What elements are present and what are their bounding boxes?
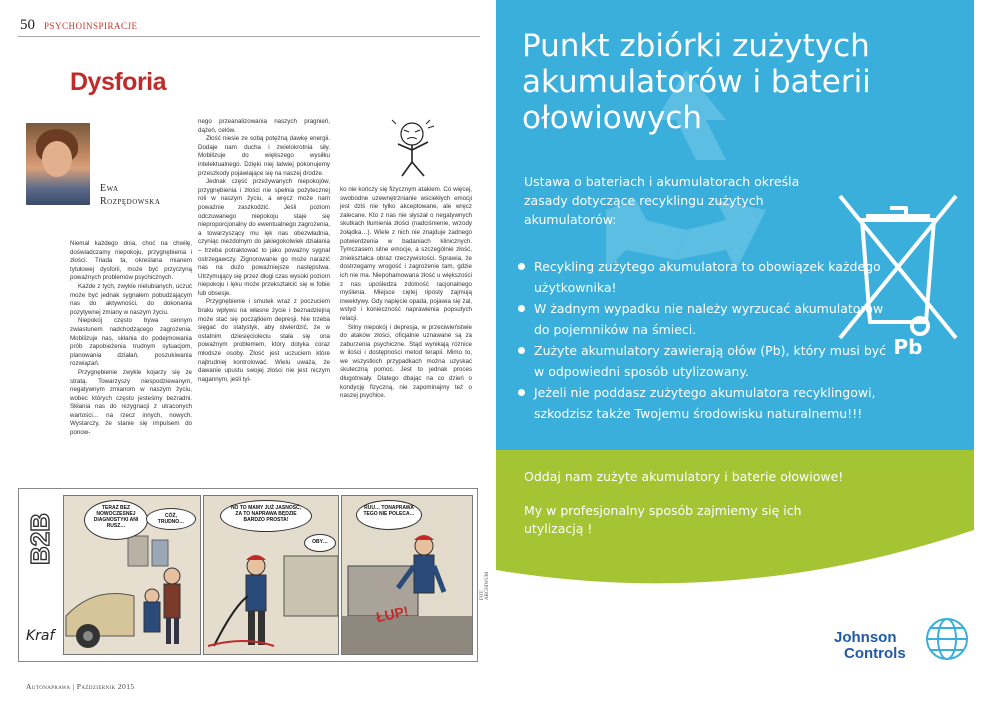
b2b-logo [25, 499, 59, 579]
speech-bubble: NO TO MAMY JUŻ JASNOŚĆ, ZA TO NAPRAWA BĘDZIE BARDZO PROSTA! [220, 500, 312, 532]
brand-name: Johnson Controls [834, 629, 906, 662]
paragraph: Niepokój często bywa cennym zwiastunem nadchodzącego zagrożenia. Mobilizuje nas, skłania do podejmowania prób zapobieżenia trudnym sytuacjom, planowania działań, poszukiwania rozwiązań. [70, 317, 192, 368]
speech-bubble: TERAZ BEZ NOWOCZESNEJ DIAGNOSTYKI ANI RUSZ… [84, 500, 148, 540]
comic-panel-2 [203, 495, 339, 655]
comic-panel-1 [63, 495, 201, 655]
paragraph: Przygnębienie zwykle kojarzy się ze stratą. Towarzyszy niespodziewanym, negatywnym zmianom w naszym życiu, wobec których często jesteśmy bezradni. Skłania nas do rezygnacji z utraconych wartości… na rzecz innych, nowych. Wystarczy, że stanie się impulsem do ponow- [70, 368, 192, 437]
comic-signature: Kraf [26, 628, 55, 644]
comic-panel-3 [341, 495, 473, 655]
paragraph: nego przeanalizowania naszych pragnień, dążeń, celów. [198, 118, 330, 134]
page-footer: Autonaprawa | Październik 2015 [26, 682, 135, 691]
right-page [496, 0, 992, 701]
comic-strip [18, 488, 478, 662]
text-column-1 [70, 240, 192, 438]
list-item: Jeżeli nie poddasz zużytego akumulatora recyklingowi, szkodzisz także Twojemu środowisku naturalnemu!!! [514, 382, 894, 424]
sound-effect: ŁUP! [374, 602, 410, 626]
author-first-name: Ewa [100, 183, 119, 194]
list-item: W żadnym wypadku nie należy wyrzucać akumulatorów do pojemników na śmieci. [514, 298, 894, 340]
paragraph: Złość niesie ze sobą potężną dawkę energii. Dodaje nam ducha i zwielokrotnia siły. Mobilizuje do większego wysiłku intelektualnego. Dzięki niej łatwiej pokonujemy przeszkody pojawiające się na naszej drodze. [198, 135, 330, 177]
paragraph: Silny niepokój i depresja, w przeciwieństwie do ataków złości, oficjalnie uznawane są za zaburzenia psychiczne. Stąd wynikają różnice w ilości i dostępności metod terapii. Mimo to, we wszystkich przypadkach można uzyskać skuteczną pomoc. Jest to jednak proces długotrwały. Dlatego dbając na co dzień o kondycję fizyczną, nie zapominajmy też o naszej psychice. [340, 323, 472, 400]
paragraph: Niemal każdego dnia, choć na chwilę, doświadczamy niepokoju, przygnębienia i złości. Triada ta, określana mianem tytułowej dysforii, może być przyczyną poważnych problemów psychicznych. [70, 240, 192, 282]
speech-bubble: OBY… [304, 534, 336, 552]
speech-bubble: RUU… TONAPRAWA TEGO NIE POLECA… [356, 500, 422, 530]
section-label: PSYCHOINSPIRACJE [44, 21, 138, 31]
headline: Punkt zbiórki zużytych akumulatorów i baterii ołowiowych [522, 28, 871, 136]
speech-bubble: CÓŻ, TRUDNO… [146, 508, 196, 530]
green-message-1: Oddaj nam zużyte akumulatory i baterie ołowiowe! [524, 469, 844, 484]
author-last-name: Rozpędowska [100, 196, 161, 207]
intro-text: Ustawa o bateriach i akumulatorach określa zasady dotyczące recyklingu zużytych akumulatorów: [524, 174, 800, 227]
green-message-2: My w profesjonalny sposób zajmiemy się ich utylizacją ! [524, 503, 802, 536]
text-column-2 [198, 118, 330, 384]
paragraph: Jednak część przeżywanych niepokojów, przygnębienia i złości nie spełnia pożytecznej roli w naszym życiu, a wręcz może nam poważnie zaszkodzić. Jeśli poziom odczuwanego niepokoju staje się nieproporcjonalny do ewentualnego zagrożenia, a towarzyszący mu lęk nas obezwładnia, czyniąc niezdolnym do jakiegokolwiek działania – trzeba potraktować to jako poważny sygnał ostrzegawczy. Zignorowanie go może narazić nas na dużo poważniejsze następstwa. Utrzymujący się przez długi czas wysoki poziom niepokoju i lęku może przekształcić się w fobie lub obsesje. [198, 178, 330, 297]
article-title: Dysforia [70, 68, 167, 96]
crossed-out-bin-icon [836, 186, 960, 356]
author-photo [26, 123, 90, 205]
photo-credit: FOT. ARCHIWUM [480, 571, 490, 600]
page-number: 50 [20, 17, 35, 33]
globe-icon [924, 616, 970, 662]
angry-man-illustration [382, 118, 442, 182]
svg-text:B2B: B2B [25, 512, 55, 566]
text-column-3 [340, 186, 472, 401]
header-rule [18, 36, 480, 37]
paragraph: Każde z tych, zwykle nielubianych, uczuć może być jednak sygnałem pobudzającym nas do aktywności, do dokonania pozytywnej zmiany w naszym życiu. [70, 282, 192, 316]
list-item: Zużyte akumulatory zawierają ołów (Pb), który musi być w odpowiedni sposób utylizowany. [514, 340, 894, 382]
johnson-controls-logo [834, 612, 974, 672]
paragraph: ko nie kończy się fizycznym atakiem. Co więcej, swobodne uzewnętrznianie wściekłych emocji jest dziś nie tylko akceptowane, ale wręcz zalecane. Kto z nas nie słyszał o negatywnych skutkach tłumienia złości (nadciśnienie, wrzody żołądka…). Wiele z nich nie znajduje żadnego potwierdzenia w badaniach klinicznych. Tymczasem silne emocje, a szczególnie złość, zniekształca obraz rzeczywistości. Sprawia, że dostrzegamy wrogość i zagrożenie tam, gdzie ich nie ma. Niepohamowana złość u większości z nas upośledza zdolność racjonalnego myślenia. Miejsce ciętej riposty zajmują inwektywy. Gdy napięcie opada, pojawia się żal, wstyd i konieczność naprawienia popsutych relacji. [340, 186, 472, 322]
svg-text:Pb: Pb [893, 335, 923, 356]
list-item: Recykling zużytego akumulatora to obowiązek każdego użytkownika! [514, 256, 894, 298]
author-name [100, 182, 160, 208]
paragraph: Przygnębienie i smutek wraz z poczuciem braku wpływu na własne życie i beznadziejną może stać się początkiem depresji. Nie trzeba sięgać do statystyk, aby stwierdzić, że w ostatnim dziesięcioleciu stała się ona poważnym problemem, który dotyka coraz młodsze osoby. Złość jest uczuciem które najtrudniej kontrolować. Wielu uważa, że dawanie upustu swojej złości nie jest niczym nagannym, jeśli tyl- [198, 298, 330, 383]
